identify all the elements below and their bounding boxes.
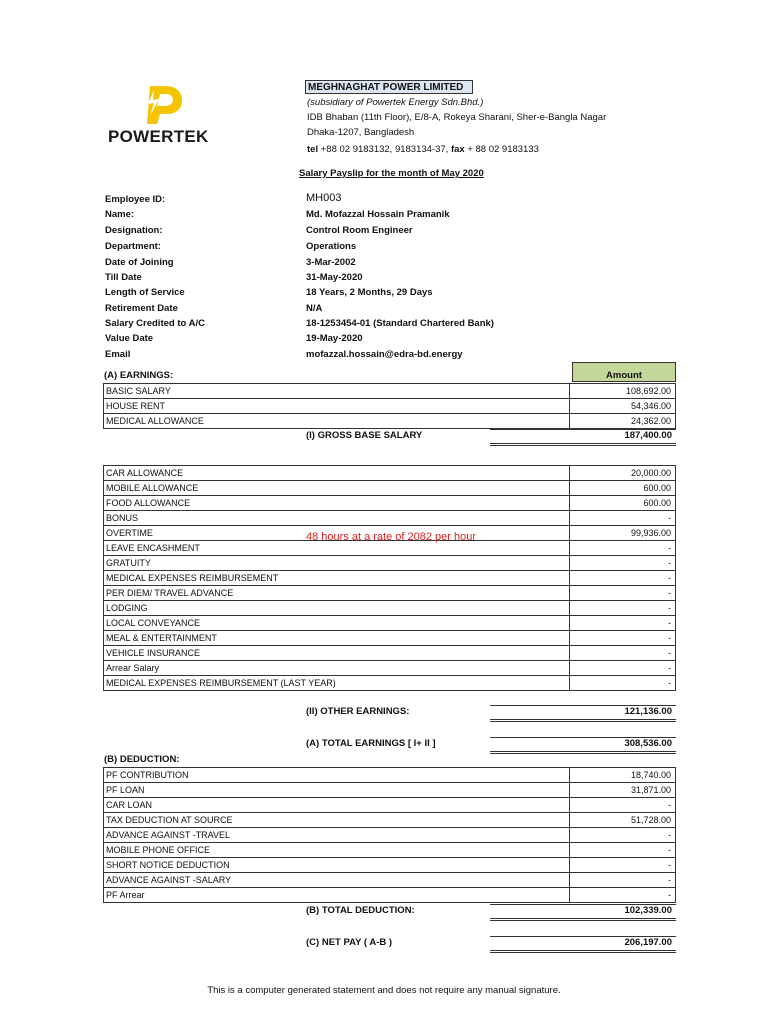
row-amount: 18,740.00 [570, 768, 676, 783]
info-value: Md. Mofazzal Hossain Pramanik [306, 209, 450, 220]
row-amount: - [570, 601, 676, 616]
row-label: MEDICAL EXPENSES REIMBURSEMENT (LAST YEAR) [104, 676, 570, 691]
row-label: MEDICAL ALLOWANCE [104, 414, 570, 429]
row-label: LEAVE ENCASHMENT [104, 541, 570, 556]
info-label: Salary Credited to A/C [105, 318, 205, 329]
row-amount: 31,871.00 [570, 783, 676, 798]
table-row [104, 384, 676, 399]
earnings-heading: (A) EARNINGS: [104, 370, 174, 381]
table-row [104, 813, 676, 828]
table-row [104, 843, 676, 858]
info-label: Employee ID: [105, 194, 166, 205]
row-label: MEAL & ENTERTAINMENT [104, 631, 570, 646]
logo-text: POWERTEK [108, 127, 209, 146]
info-value: N/A [306, 303, 323, 314]
row-amount: - [570, 616, 676, 631]
table-row [104, 601, 676, 616]
row-amount: - [570, 646, 676, 661]
row-label: CAR ALLOWANCE [104, 466, 570, 481]
row-amount: 108,692.00 [570, 384, 676, 399]
table-row [104, 798, 676, 813]
table-row [104, 858, 676, 873]
total-deduction-value: 102,339.00 [490, 904, 676, 916]
row-label: OVERTIME [104, 526, 570, 541]
info-label: Date of Joining [105, 257, 174, 268]
double-underline [490, 918, 676, 921]
subsidiary-text: (subsidiary of Powertek Energy Sdn.Bhd.) [307, 97, 484, 108]
row-label: MOBILE ALLOWANCE [104, 481, 570, 496]
table-row [104, 496, 676, 511]
row-label: MOBILE PHONE OFFICE [104, 843, 570, 858]
row-amount: - [570, 571, 676, 586]
table-row [104, 511, 676, 526]
row-amount: 54,346.00 [570, 399, 676, 414]
net-pay-label: (C) NET PAY ( A-B ) [306, 937, 393, 948]
row-amount: - [570, 541, 676, 556]
row-label: HOUSE RENT [104, 399, 570, 414]
info-value: 18 Years, 2 Months, 29 Days [306, 287, 433, 298]
info-value: MH003 [306, 192, 342, 204]
row-label: PF CONTRIBUTION [104, 768, 570, 783]
table-row [104, 646, 676, 661]
table-row [104, 414, 676, 429]
footer-note: This is a computer generated statement and does not require any manual signature. [207, 985, 561, 996]
fax-value: + 88 02 9183133 [464, 144, 539, 155]
contact-line [307, 144, 539, 155]
table-row [104, 399, 676, 414]
info-value: Control Room Engineer [306, 225, 413, 236]
table-row [104, 616, 676, 631]
double-underline [490, 950, 676, 953]
info-label: Department: [105, 241, 161, 252]
table-row [104, 481, 676, 496]
base-earnings-table [103, 383, 676, 429]
table-row [104, 466, 676, 481]
payslip-title: Salary Payslip for the month of May 2020 [299, 168, 484, 179]
row-label: CAR LOAN [104, 798, 570, 813]
info-label: Email [105, 349, 131, 360]
deduction-table [103, 767, 676, 903]
info-value: mofazzal.hossain@edra-bd.energy [306, 349, 463, 360]
row-amount: 600.00 [570, 496, 676, 511]
company-name: MEGHNAGHAT POWER LIMITED [305, 80, 473, 94]
row-label: BONUS [104, 511, 570, 526]
row-amount: 20,000.00 [570, 466, 676, 481]
double-underline [490, 719, 676, 722]
row-amount: - [570, 828, 676, 843]
row-label: PF LOAN [104, 783, 570, 798]
row-amount: - [570, 586, 676, 601]
row-amount: 51,728.00 [570, 813, 676, 828]
amount-column-header: Amount [572, 362, 676, 382]
overtime-note: 48 hours at a rate of 2082 per hour [306, 531, 477, 543]
fax-label: fax [450, 144, 465, 155]
row-label: Arrear Salary [104, 661, 570, 676]
info-label: Retirement Date [105, 303, 178, 314]
info-label: Till Date [105, 272, 142, 283]
table-row [104, 768, 676, 783]
row-label: BASIC SALARY [104, 384, 570, 399]
info-value: 18-1253454-01 (Standard Chartered Bank) [306, 318, 494, 329]
other-earnings-label: (II) OTHER EARNINGS: [306, 706, 410, 717]
row-amount: - [570, 511, 676, 526]
row-label: PF Arrear [104, 888, 570, 903]
table-row [104, 888, 676, 903]
info-value: 3-Mar-2002 [306, 257, 356, 268]
info-label: Length of Service [105, 287, 185, 298]
tel-value: +88 02 9183132, 9183134-37, [318, 144, 451, 155]
table-row [104, 783, 676, 798]
other-earnings-value: 121,136.00 [490, 705, 676, 717]
row-amount: 600.00 [570, 481, 676, 496]
table-row [104, 828, 676, 843]
row-amount: - [570, 798, 676, 813]
table-row [104, 676, 676, 691]
info-label: Value Date [105, 333, 154, 344]
net-pay-value: 206,197.00 [490, 936, 676, 948]
table-row [104, 571, 676, 586]
info-label: Designation: [105, 225, 163, 236]
gross-base-label: (I) GROSS BASE SALARY [306, 430, 423, 441]
row-label: ADVANCE AGAINST -SALARY [104, 873, 570, 888]
row-label: LOCAL CONVEYANCE [104, 616, 570, 631]
total-earnings-value: 308,536.00 [490, 737, 676, 749]
row-label: VEHICLE INSURANCE [104, 646, 570, 661]
table-row [104, 873, 676, 888]
row-label: FOOD ALLOWANCE [104, 496, 570, 511]
address-line-2: Dhaka-1207, Bangladesh [307, 127, 415, 138]
table-row [104, 631, 676, 646]
row-label: LODGING [104, 601, 570, 616]
row-amount: - [570, 661, 676, 676]
row-amount: - [570, 843, 676, 858]
row-label: PER DIEM/ TRAVEL ADVANCE [104, 586, 570, 601]
info-value: 31-May-2020 [306, 272, 363, 283]
info-label: Name: [105, 209, 135, 220]
info-value: 19-May-2020 [306, 333, 363, 344]
row-label: GRATUITY [104, 556, 570, 571]
double-underline [490, 751, 676, 754]
row-amount: 99,936.00 [570, 526, 676, 541]
row-amount: - [570, 676, 676, 691]
table-row [104, 586, 676, 601]
row-label: SHORT NOTICE DEDUCTION [104, 858, 570, 873]
table-row [104, 556, 676, 571]
total-earnings-label: (A) TOTAL EARNINGS [ I+ II ] [306, 738, 436, 749]
double-underline [490, 443, 676, 446]
row-amount: - [570, 858, 676, 873]
deduction-heading: (B) DEDUCTION: [104, 754, 180, 765]
row-label: TAX DEDUCTION AT SOURCE [104, 813, 570, 828]
gross-base-value: 187,400.00 [490, 429, 676, 441]
row-amount: 24,362.00 [570, 414, 676, 429]
row-label: MEDICAL EXPENSES REIMBURSEMENT [104, 571, 570, 586]
address-line-1: IDB Bhaban (11th Floor), E/8-A, Rokeya Sharani, Sher-e-Bangla Nagar [307, 112, 607, 123]
row-amount: - [570, 888, 676, 903]
row-label: ADVANCE AGAINST -TRAVEL [104, 828, 570, 843]
row-amount: - [570, 631, 676, 646]
tel-label: tel [307, 144, 319, 155]
other-earnings-table [103, 465, 676, 691]
row-amount: - [570, 873, 676, 888]
table-row [104, 661, 676, 676]
total-deduction-label: (B) TOTAL DEDUCTION: [306, 905, 415, 916]
row-amount: - [570, 556, 676, 571]
info-value: Operations [306, 241, 357, 252]
